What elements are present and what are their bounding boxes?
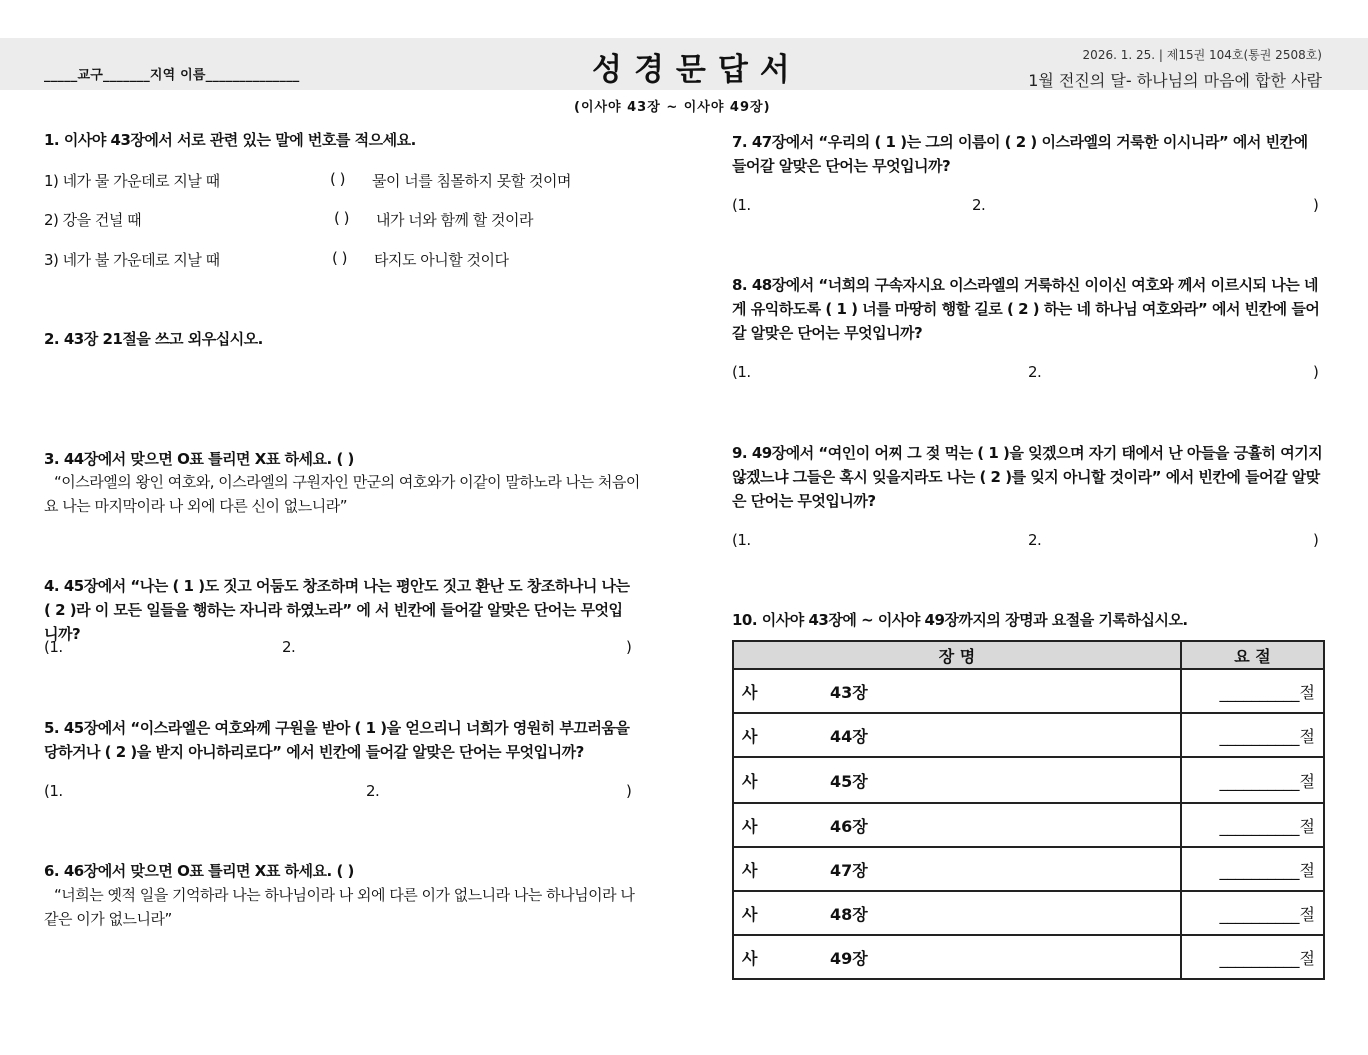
page-title: 성경문답서 [592, 52, 802, 88]
q4-answer-close: ) [626, 638, 632, 656]
chapter-number: 44장 [830, 726, 868, 746]
chapter-cell [733, 757, 1181, 803]
verse-blank[interactable]: __________절 [1181, 713, 1324, 757]
q6-statement: “너희는 옛적 일을 기억하라 나는 하나님이라 나 외에 다른 이가 없느니라 나는 하나님이라 나 같은 이가 없느니라” [44, 886, 635, 928]
book-abbrev: 사 [742, 860, 758, 880]
table-row [733, 713, 1324, 757]
table-row [733, 847, 1324, 891]
table-row [733, 935, 1324, 979]
question-7: 7. 47장에서 “우리의 ( 1 )는 그의 이름이 ( 2 ) 이스라엘의 거룩한 이시니라” 에서 빈칸에 들어갈 알맞은 단어는 무엇입니까? [732, 133, 1308, 175]
question-8: 8. 48장에서 “너희의 구속자시요 이스라엘의 거룩하신 이이신 여호와 께서 이르시되 나는 네게 유익하도록 ( 1 ) 너를 마땅히 행할 길로 ( 2 ) 하는 네 하나님 여호와라” 에서 빈칸에 들어갈 알맞은 단어는 무엇입니까? [732, 276, 1320, 342]
q7-answer-close: ) [1313, 196, 1319, 214]
question-4: 4. 45장에서 “나는 ( 1 )도 짓고 어둠도 창조하며 나는 평안도 짓고 환난 도 창조하나니 나는 ( 2 )라 이 모든 일들을 행하는 자니라 하였노라” 에 서 빈칸에 들어갈 알맞은 단어는 무엇입니까? [44, 577, 630, 643]
verse-blank[interactable]: __________절 [1181, 935, 1324, 979]
verse-blank[interactable]: __________절 [1181, 891, 1324, 935]
question-10: 10. 이사야 43장에 ~ 이사야 49장까지의 장명과 요절을 기록하십시오. [732, 611, 1188, 629]
chapter-number: 45장 [830, 771, 868, 791]
q4-answer-2[interactable]: 2. [282, 638, 296, 656]
col-chapter-header: 장 명 [733, 641, 1181, 669]
chapter-cell [733, 847, 1181, 891]
question-1: 1. 이사야 43장에서 서로 관련 있는 말에 번호를 적으세요. [44, 131, 416, 149]
q9-answer-close: ) [1313, 531, 1319, 549]
q1-item-2-paren[interactable]: ( ) [334, 209, 349, 227]
verse-blank[interactable]: __________절 [1181, 803, 1324, 847]
q5-answer-close: ) [626, 782, 632, 800]
book-abbrev: 사 [742, 682, 758, 702]
question-5: 5. 45장에서 “이스라엘은 여호와께 구원을 받아 ( 1 )을 얻으리니 너희가 영원히 부끄러움을 당하거나 ( 2 )을 받지 아니하리로다” 에서 빈칸에 들어갈 알맞은 단어는 무엇입니까? [44, 719, 630, 761]
chapter-cell [733, 935, 1181, 979]
monthly-theme: 1월 전진의 달- 하나님의 마음에 합한 사람 [1028, 71, 1322, 90]
question-2: 2. 43장 21절을 쓰고 외우십시오. [44, 330, 263, 348]
q1-item-3-paren[interactable]: ( ) [332, 249, 347, 267]
q1-item-1-right: 물이 너를 침몰하지 못할 것이며 [372, 172, 571, 190]
chapter-number: 48장 [830, 904, 868, 924]
q7-answer-1[interactable]: (1. [732, 196, 751, 214]
chapter-cell [733, 669, 1181, 713]
chapter-cell [733, 803, 1181, 847]
table-row [733, 891, 1324, 935]
q1-item-1-paren[interactable]: ( ) [330, 170, 345, 188]
q8-answer-1[interactable]: (1. [732, 363, 751, 381]
table-row [733, 669, 1324, 713]
q5-answer-1[interactable]: (1. [44, 782, 63, 800]
name-fields: _____교구_______지역 이름______________ [44, 68, 300, 83]
chapter-verse-table [732, 640, 1325, 980]
book-abbrev: 사 [742, 726, 758, 746]
table-row [733, 803, 1324, 847]
question-3: 3. 44장에서 맞으면 O표 틀리면 X표 하세요. ( ) [44, 450, 354, 468]
q1-item-1-left: 1) 네가 물 가운데로 지날 때 [44, 172, 220, 190]
verse-blank[interactable]: __________절 [1181, 669, 1324, 713]
book-abbrev: 사 [742, 771, 758, 791]
book-abbrev: 사 [742, 948, 758, 968]
verse-blank[interactable]: __________절 [1181, 757, 1324, 803]
col-verse-header: 요 절 [1181, 641, 1324, 669]
question-9: 9. 49장에서 “여인이 어찌 그 젖 먹는 ( 1 )을 잊겠으며 자기 태에서 난 아들을 긍휼히 여기지 않겠느냐 그들은 혹시 잊을지라도 나는 ( 2 )를 잊지 아니할 것이라” 에서 빈칸에 들어갈 알맞은 단어는 무엇입니까? [732, 444, 1323, 510]
q1-item-3-left: 3) 네가 불 가운데로 지날 때 [44, 251, 220, 269]
q8-answer-close: ) [1313, 363, 1319, 381]
chapter-number: 49장 [830, 948, 868, 968]
q9-answer-1[interactable]: (1. [732, 531, 751, 549]
q9-answer-2[interactable]: 2. [1028, 531, 1042, 549]
q7-answer-2[interactable]: 2. [972, 196, 986, 214]
q3-statement: “이스라엘의 왕인 여호와, 이스라엘의 구원자인 만군의 여호와가 이같이 말하노라 나는 처음이요 나는 마지막이라 나 외에 다른 신이 없느니라” [44, 473, 640, 515]
q1-item-2-left: 2) 강을 건널 때 [44, 211, 142, 229]
q1-item-3-right: 타지도 아니할 것이다 [374, 251, 509, 269]
book-abbrev: 사 [742, 904, 758, 924]
book-abbrev: 사 [742, 816, 758, 836]
table-row [733, 757, 1324, 803]
question-6: 6. 46장에서 맞으면 O표 틀리면 X표 하세요. ( ) [44, 862, 354, 880]
page-subtitle: (이사야 43장 ~ 이사야 49장) [574, 100, 771, 115]
table-header-row [733, 641, 1324, 669]
q4-answer-1[interactable]: (1. [44, 638, 63, 656]
verse-blank[interactable]: __________절 [1181, 847, 1324, 891]
chapter-number: 43장 [830, 682, 868, 702]
q5-answer-2[interactable]: 2. [366, 782, 380, 800]
chapter-number: 47장 [830, 860, 868, 880]
q1-item-2-right: 내가 너와 함께 할 것이라 [376, 211, 533, 229]
issue-info: 2026. 1. 25. | 제15권 104호(통권 2508호) [1082, 48, 1322, 62]
chapter-number: 46장 [830, 816, 868, 836]
chapter-cell [733, 891, 1181, 935]
chapter-cell [733, 713, 1181, 757]
q8-answer-2[interactable]: 2. [1028, 363, 1042, 381]
